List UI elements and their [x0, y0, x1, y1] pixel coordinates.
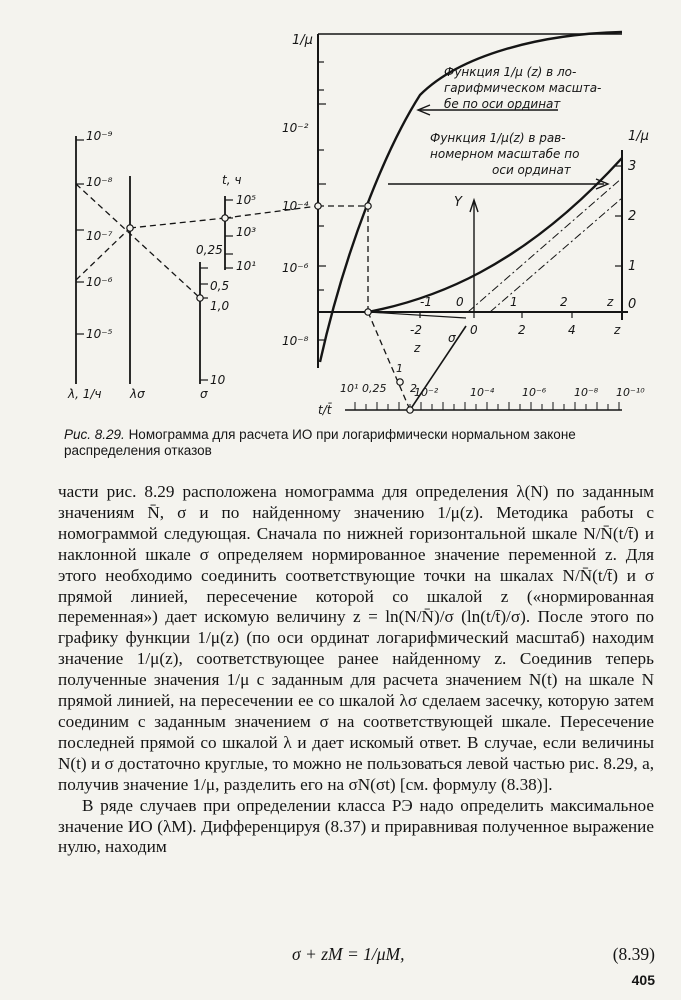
z-tick-1: -2 — [410, 323, 422, 337]
z-tick-5: z — [614, 323, 621, 337]
z-axis-label: z — [607, 295, 614, 309]
lambda-tick-5: 10⁻⁵ — [86, 327, 113, 341]
oblique-tick-2: 2 — [410, 382, 417, 395]
log-tick-2: 10⁻⁴ — [282, 199, 309, 213]
lambda-tick-1: 10⁻⁹ — [86, 129, 113, 143]
func-log-line-2: гарифмическом масшта- — [444, 81, 602, 95]
z-tick-3: 2 — [518, 323, 526, 337]
right-tick-0: 0 — [628, 297, 637, 312]
func-lin-line-3: оси ординат — [492, 163, 571, 177]
oblique-tick-1: 1 — [396, 362, 403, 375]
bottom-tick-2: 0,25 — [362, 382, 387, 395]
inv-mu-right-label: 1/μ — [628, 129, 649, 144]
log-axis-minor-ticks — [318, 62, 326, 340]
diagonal-line-1 — [468, 178, 622, 312]
sigma-tick-4: 10 — [210, 373, 226, 387]
bottom-tick-4: 10⁻⁴ — [470, 386, 495, 399]
bottom-tick-7: 10⁻¹⁰ — [616, 386, 645, 399]
bottom-tick-1: 10¹ — [340, 382, 359, 395]
page-number: 405 — [631, 972, 655, 988]
right-tick-1: 1 — [628, 259, 637, 274]
log-tick-4: 10⁻⁸ — [282, 334, 309, 348]
time-tick-2: 10³ — [236, 225, 257, 239]
bottom-tick-6: 10⁻⁸ — [574, 386, 599, 399]
func-lin-line-2: номерном масштабе по — [430, 147, 580, 161]
log-tick-1: 10⁻² — [282, 121, 309, 135]
inner-z-tick-3: 1 — [510, 295, 518, 309]
sigma-oblique-label: σ — [448, 331, 456, 345]
inv-mu-label: 1/μ — [292, 33, 313, 48]
lambda-sigma-label: λσ — [130, 387, 145, 401]
lambda-scale-label: λ, 1/ч — [68, 387, 102, 401]
nomogram-figure — [0, 0, 681, 425]
sigma-scale-ticks — [200, 268, 208, 380]
z-tick-4: 4 — [568, 323, 576, 337]
log-tick-3: 10⁻⁶ — [282, 261, 309, 275]
inner-z-tick-1: -1 — [420, 295, 432, 309]
func-log-line-3: бе по оси ординат — [444, 97, 561, 111]
bottom-tick-3: 10⁻² — [414, 386, 439, 399]
construction-dashed-lines — [76, 184, 410, 410]
paragraph-2: В ряде случаев при определении класса РЭ надо определить максимальное значение ИО (λM). Дифференцируя (8.37) и приравнивая полученное выражение нулю, находим — [58, 795, 654, 857]
lambda-tick-4: 10⁻⁶ — [86, 275, 113, 289]
lambda-tick-2: 10⁻⁸ — [86, 175, 113, 189]
inner-z-tick-2: 0 — [456, 295, 464, 309]
z-oblique-label: z — [414, 341, 421, 355]
time-scale-ticks — [225, 200, 233, 268]
time-tick-3: 10¹ — [236, 259, 257, 273]
sigma-tick-1: 0,25 — [196, 243, 223, 257]
paragraph-1: части рис. 8.29 расположена номограмма для определения λ(N) по заданным значениям N̄, σ и по найденному значению 1/μ(z). Методика работы с номограммой следующая. Сначала по нижней горизонтальной шкале N/N̄(t/t̄) и наклонной шкале σ определяем нормированное значение переменной z. Для этого необходимо соединить соответствующие точки на шкалах N/N̄(t/t̄) и σ прямой линией, пересечение которой со шкалой z («нормированная переменная») дает искомую величину z = ln(N/N̄)/σ (ln(t/t̄)/σ). После этого по графику функции 1/μ(z) (по оси ординат логарифмический масштаб) находим значение 1/μ(z), соответствующее ранее найденному z. Соединив теперь полученные значения 1/μ с заданным для расчета значением N(t) на шкале N прямой линией, на пересечении ее со шкалой λσ сделаем засечку, которую затем соединим с заданным значением σ на соответствующей шкале. Пересечение последней прямой со шкалой λ и дает искомый ответ. В случае, если величины N(t) и σ достаточно круглые, то можно не пользоваться левой частью рис. 8.29, а, получив значение 1/μ, разделить его на σN(σt) [см. формулу (8.38)]. — [58, 482, 654, 794]
func-lin-line-1: Функция 1/μ(z) в рав- — [430, 131, 566, 145]
time-tick-1: 10⁵ — [236, 193, 257, 207]
caption-lead: Рис. 8.29. — [64, 427, 125, 442]
z-tick-2: 0 — [470, 323, 478, 337]
caption-text: Номограмма для расчета ИО при логарифмически нормальном законе распределения отказов — [64, 427, 576, 458]
sigma-scale-label: σ — [200, 387, 208, 401]
sigma-tick-3: 1,0 — [210, 299, 230, 313]
equation-8-39: σ + zM = 1/μM, — [292, 944, 405, 964]
equation-number: (8.39) — [612, 944, 655, 964]
sigma-tick-2: 0,5 — [210, 279, 230, 293]
lambda-scale-ticks — [76, 140, 84, 334]
t-ratio-label: t/t̄ — [318, 403, 332, 417]
inner-z-tick-4: 2 — [560, 295, 568, 309]
y-label: Y — [454, 195, 462, 210]
time-scale-label: t, ч — [222, 173, 242, 187]
body-text — [58, 482, 654, 858]
figure-caption — [64, 427, 664, 459]
bottom-tick-5: 10⁻⁶ — [522, 386, 547, 399]
func-log-line-1: Функция 1/μ (z) в ло- — [444, 65, 577, 79]
right-tick-2: 2 — [628, 209, 637, 224]
t-ratio-scale-ticks — [355, 402, 619, 410]
lambda-tick-3: 10⁻⁷ — [86, 229, 113, 243]
right-tick-3: 3 — [628, 159, 637, 174]
